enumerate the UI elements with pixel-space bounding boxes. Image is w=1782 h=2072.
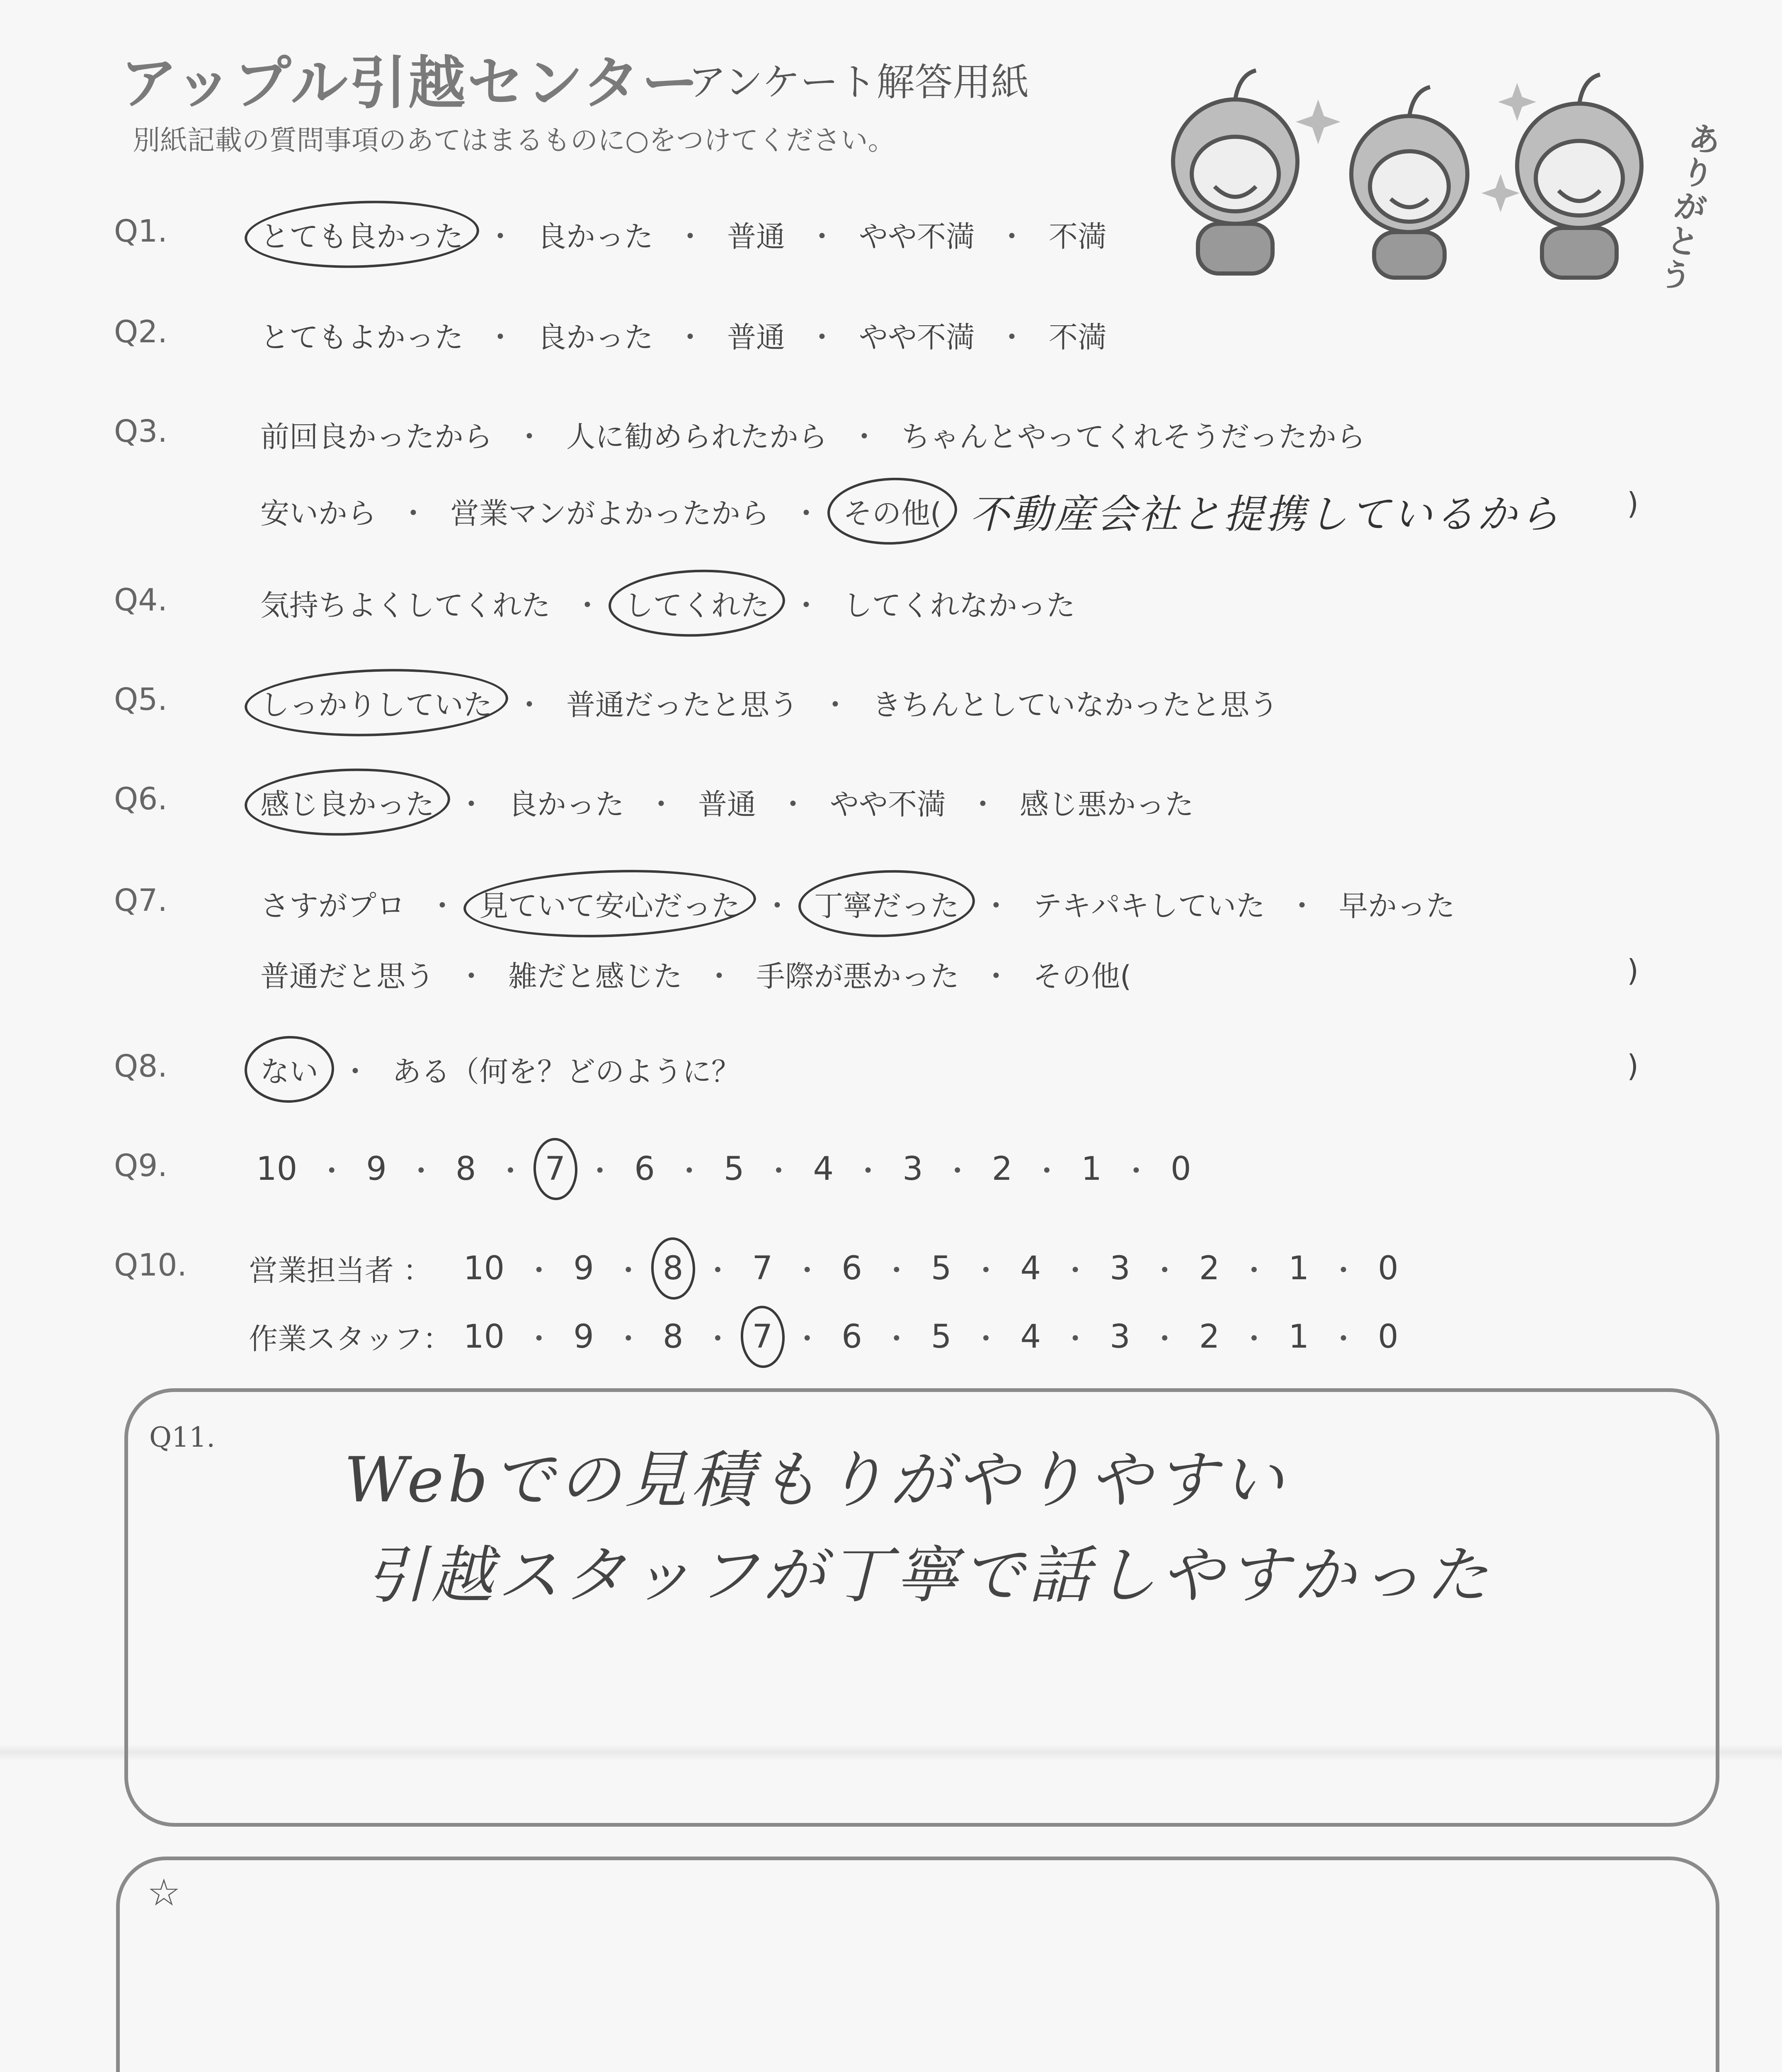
- score-option[interactable]: 4: [813, 1150, 834, 1188]
- q11-comment-line1: Webでの見積もりがやりやすい: [344, 1444, 1288, 1516]
- mascot-illustration: [1152, 50, 1691, 282]
- option-circled[interactable]: とても良かった: [249, 213, 475, 255]
- score-option[interactable]: 3: [902, 1150, 923, 1188]
- option-circled[interactable]: 見ていて安心だった: [468, 883, 752, 925]
- score-option-circled[interactable]: 7: [538, 1150, 573, 1188]
- star-comment-box[interactable]: [116, 1857, 1719, 2072]
- score-option[interactable]: 4: [1020, 1249, 1041, 1287]
- option[interactable]: 良かった: [537, 320, 653, 354]
- score-option[interactable]: 8: [662, 1318, 684, 1356]
- option[interactable]: 安いから: [260, 496, 376, 530]
- score-option[interactable]: 5: [931, 1318, 952, 1356]
- q11-comment-line2: 引越スタッフが丁寧で話しやすかった: [365, 1539, 1493, 1612]
- option[interactable]: 不満: [1049, 220, 1107, 254]
- score-option[interactable]: 3: [1110, 1249, 1130, 1287]
- option[interactable]: きちんとしていなかったと思う: [872, 688, 1278, 722]
- score-option[interactable]: 10: [256, 1150, 298, 1188]
- score-option[interactable]: 0: [1171, 1150, 1191, 1188]
- option[interactable]: 良かった: [537, 220, 653, 254]
- score-option[interactable]: 1: [1081, 1150, 1102, 1188]
- option[interactable]: さすがプロ: [260, 889, 405, 923]
- question-number: Q9.: [114, 1148, 167, 1184]
- score-option[interactable]: 6: [841, 1318, 862, 1356]
- q11-label: Q11.: [149, 1421, 216, 1453]
- form-instruction: 別紙記載の質問事項のあてはまるものに○をつけてください。: [133, 124, 895, 156]
- option[interactable]: 雑だと感じた: [508, 959, 682, 993]
- option[interactable]: その他(: [1033, 959, 1132, 993]
- question-number: Q4.: [114, 582, 167, 618]
- option[interactable]: ちゃんとやってくれそうだったから: [901, 420, 1365, 454]
- sales-rating-label: 営業担当者 ：: [249, 1254, 432, 1288]
- option[interactable]: ある（何を？どのように？: [392, 1055, 740, 1089]
- option[interactable]: 不満: [1049, 320, 1107, 354]
- option-circled[interactable]: ない: [249, 1048, 330, 1090]
- score-option[interactable]: 8: [455, 1150, 476, 1188]
- mascot-thanks-text: ありがとう: [1651, 118, 1724, 296]
- option[interactable]: 気持ちよくしてくれた: [260, 588, 550, 622]
- option[interactable]: 早かった: [1339, 889, 1455, 923]
- score-option[interactable]: 10: [463, 1249, 505, 1287]
- close-paren: ): [1627, 486, 1639, 521]
- score-option[interactable]: 0: [1378, 1318, 1399, 1356]
- option-circled[interactable]: その他(: [832, 490, 953, 532]
- score-option[interactable]: 6: [841, 1249, 862, 1287]
- question-number: Q1.: [114, 213, 167, 249]
- score-option[interactable]: 2: [1199, 1249, 1220, 1287]
- option[interactable]: やや不満: [859, 220, 975, 254]
- option-circled[interactable]: しっかりしていた: [249, 682, 504, 724]
- score-option[interactable]: 2: [992, 1150, 1013, 1188]
- star-label: ☆: [147, 1871, 181, 1915]
- score-option[interactable]: 7: [752, 1249, 773, 1287]
- option[interactable]: とてもよかった: [260, 320, 463, 354]
- option[interactable]: やや不満: [859, 320, 975, 354]
- option[interactable]: 普通だと思う: [260, 959, 434, 993]
- option[interactable]: 普通: [698, 787, 756, 821]
- score-option[interactable]: 5: [931, 1249, 952, 1287]
- score-option[interactable]: 1: [1288, 1249, 1309, 1287]
- option[interactable]: 人に勧められたから: [566, 420, 827, 454]
- score-option[interactable]: 2: [1199, 1318, 1220, 1356]
- score-option[interactable]: 3: [1110, 1318, 1130, 1356]
- score-option-circled[interactable]: 8: [655, 1250, 691, 1287]
- score-option[interactable]: 5: [723, 1150, 744, 1188]
- option-circled[interactable]: 感じ良かった: [249, 781, 446, 823]
- question-number: Q3.: [114, 414, 167, 449]
- question-number: Q8.: [114, 1048, 167, 1084]
- option[interactable]: やや不満: [830, 787, 946, 821]
- score-option[interactable]: 9: [366, 1150, 387, 1188]
- close-paren: ): [1627, 953, 1639, 988]
- option[interactable]: 営業マンがよかったから: [450, 496, 769, 530]
- question-number: Q7.: [114, 883, 167, 918]
- score-option-circled[interactable]: 7: [745, 1318, 781, 1356]
- option[interactable]: 普通: [727, 320, 785, 354]
- option[interactable]: してくれなかった: [843, 588, 1075, 622]
- option[interactable]: 手際が悪かった: [756, 959, 959, 993]
- option[interactable]: テキパキしていた: [1033, 889, 1265, 923]
- company-title: アップル引越センター: [120, 50, 701, 116]
- score-option[interactable]: 6: [634, 1150, 655, 1188]
- question-number: Q5.: [114, 682, 167, 717]
- option[interactable]: 感じ悪かった: [1020, 787, 1194, 821]
- question-number: Q6.: [114, 781, 167, 817]
- option-circled[interactable]: 丁寧だった: [803, 883, 971, 925]
- staff-rating-label: 作業スタッフ：: [249, 1322, 452, 1356]
- score-option[interactable]: 1: [1288, 1318, 1309, 1356]
- score-option[interactable]: 4: [1020, 1318, 1041, 1356]
- form-subtitle: アンケート解答用紙: [688, 60, 1029, 104]
- option[interactable]: 普通: [727, 220, 785, 254]
- option-circled[interactable]: してくれた: [613, 582, 781, 624]
- close-paren: ): [1627, 1048, 1639, 1083]
- score-option[interactable]: 0: [1378, 1249, 1399, 1287]
- question-number: Q10.: [114, 1247, 187, 1283]
- question-number: Q2.: [114, 314, 167, 350]
- option[interactable]: 良かった: [508, 787, 624, 821]
- option[interactable]: 前回良かったから: [260, 420, 492, 454]
- option[interactable]: 普通だったと思う: [566, 688, 798, 722]
- score-option[interactable]: 9: [573, 1318, 594, 1356]
- score-option[interactable]: 10: [463, 1318, 505, 1356]
- score-option[interactable]: 9: [573, 1249, 594, 1287]
- other-answer-handwritten: 不動産会社と提携しているから: [970, 491, 1562, 537]
